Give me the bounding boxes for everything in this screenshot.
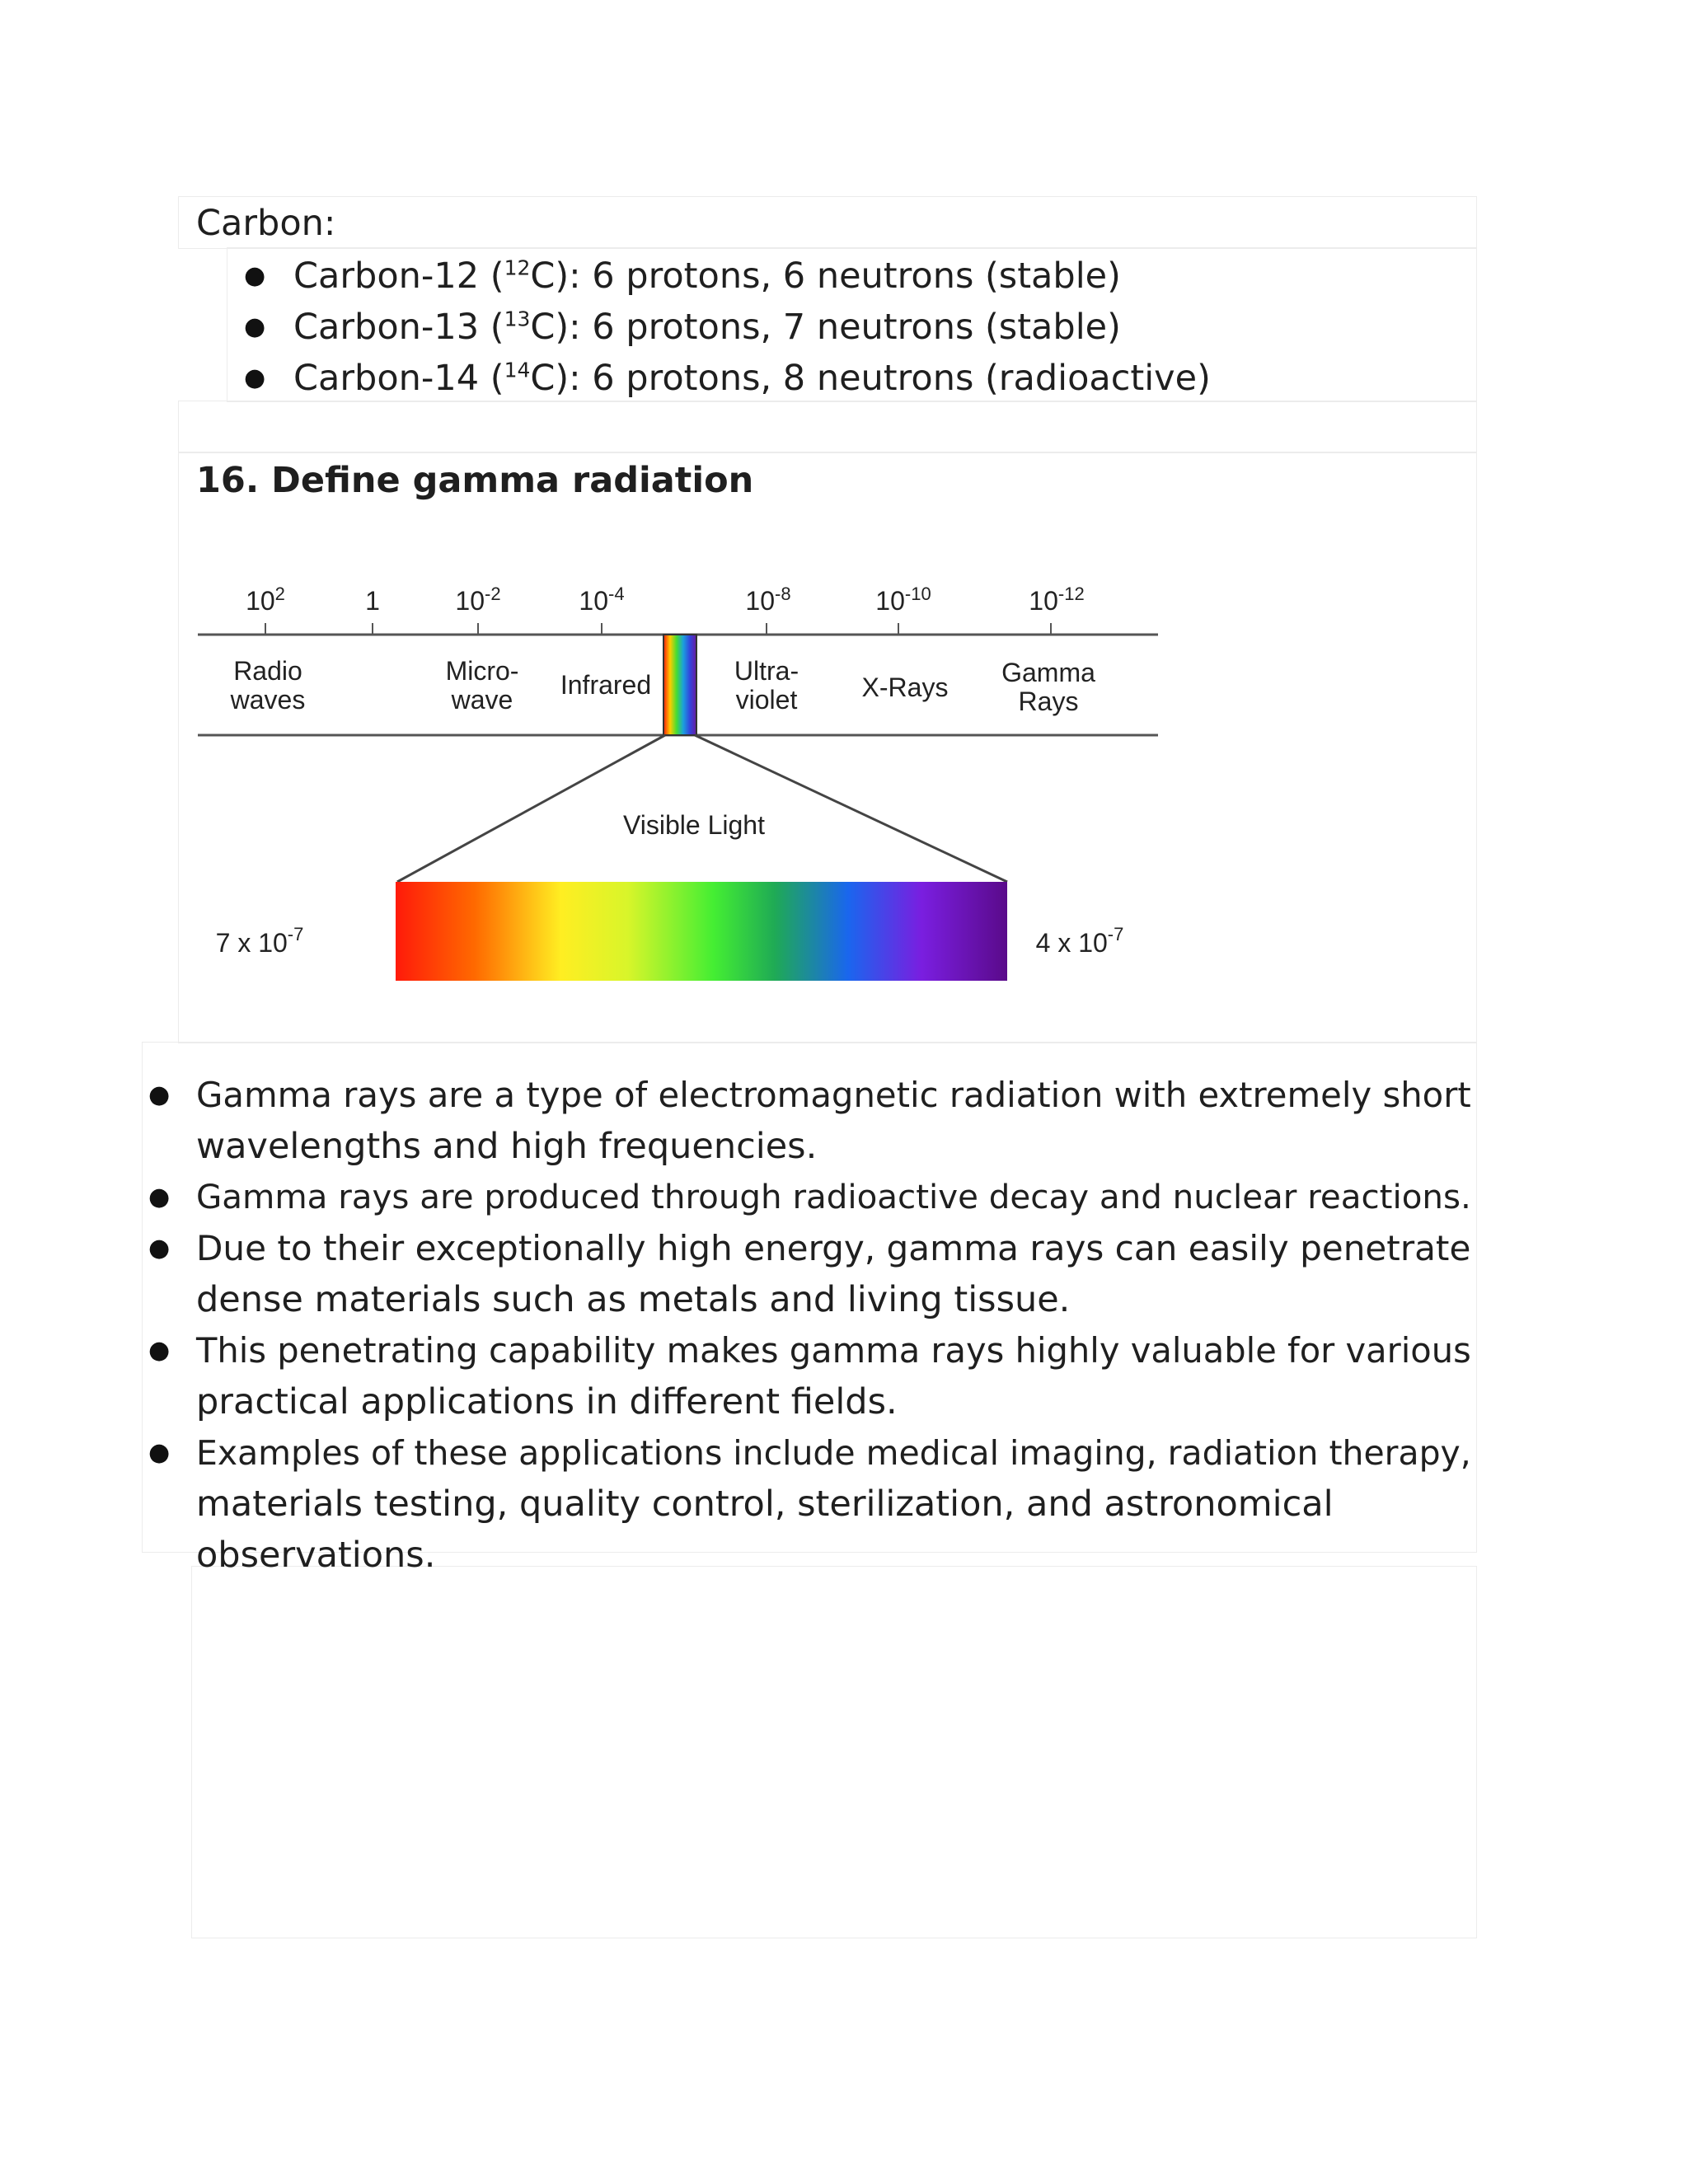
band-label-radio: Radio [233,656,302,686]
visible-light-label: Visible Light [623,810,765,840]
question-title: 16. Define gamma radiation [196,460,754,501]
tick-label: $10^{-4}$ [579,583,625,616]
point-line: Gamma rays are a type of electromagnetic radiation with extremely short [196,1075,1471,1115]
bullet: ● [244,363,266,392]
band-label-microwave: wave [451,685,513,715]
bullet: ● [148,1234,171,1263]
point-line: materials testing, quality control, sterilization, and astronomical [196,1483,1334,1525]
carbon-label: Carbon: [196,203,336,244]
point-line: wavelengths and high frequencies. [196,1126,818,1167]
band-label-ultraviolet: violet [735,685,798,715]
bullet: ● [148,1080,171,1109]
bullet: ● [244,312,266,341]
spectrum-diagram [190,569,1162,981]
point-line: Gamma rays are produced through radioactive decay and nuclear reactions. [196,1178,1471,1216]
tick-label: $10^{-2}$ [455,583,501,616]
band-label-radio: waves [230,685,306,715]
bullet: ● [244,261,266,290]
point-line: Due to their exceptionally high energy, gamma rays can easily penetrate [196,1228,1471,1268]
spacer-cell [178,401,1477,453]
tick-label: $10^2$ [246,583,285,616]
point-line: This penetrating capability makes gamma rays highly valuable for various [196,1330,1471,1371]
right-wavelength-label: 4 x $10^{-7}$ [1035,924,1124,958]
band-label-gamma: Gamma [1001,658,1095,687]
point-line: observations. [196,1535,436,1576]
bullet: ● [148,1183,171,1212]
visible-strip [663,635,696,735]
band-label-ultraviolet: Ultra- [734,656,799,686]
point-line: practical applications in different fields. [196,1381,898,1422]
isotope-item: Carbon-12 ($^{12}$C): 6 protons, 6 neutrons (stable) [293,255,1121,297]
carbon-label-cell [178,196,1477,249]
band-label-microwave: Micro- [445,656,519,686]
band-label-infrared: Infrared [560,670,652,700]
point-line: dense materials such as metals and living tissue. [196,1279,1071,1320]
tick-label: $10^{-10}$ [875,583,931,616]
point-line: Examples of these applications include medical imaging, radiation therapy, [196,1433,1471,1473]
band-label-gamma: Rays [1018,687,1079,716]
tick-label: 1 [365,586,380,616]
visible-spectrum-bar [396,882,1007,981]
tick-label: $10^{-8}$ [745,583,791,616]
isotope-item: Carbon-13 ($^{13}$C): 6 protons, 7 neutrons (stable) [293,307,1121,348]
bullet: ● [148,1438,171,1467]
tick-label: $10^{-12}$ [1029,583,1085,616]
isotope-item: Carbon-14 ($^{14}$C): 6 protons, 8 neutrons (radioactive) [293,358,1211,399]
empty-cell [191,1566,1477,1938]
band-label-xrays: X-Rays [861,673,949,702]
left-wavelength-label: 7 x $10^{-7}$ [215,924,304,958]
bullet: ● [148,1336,171,1365]
